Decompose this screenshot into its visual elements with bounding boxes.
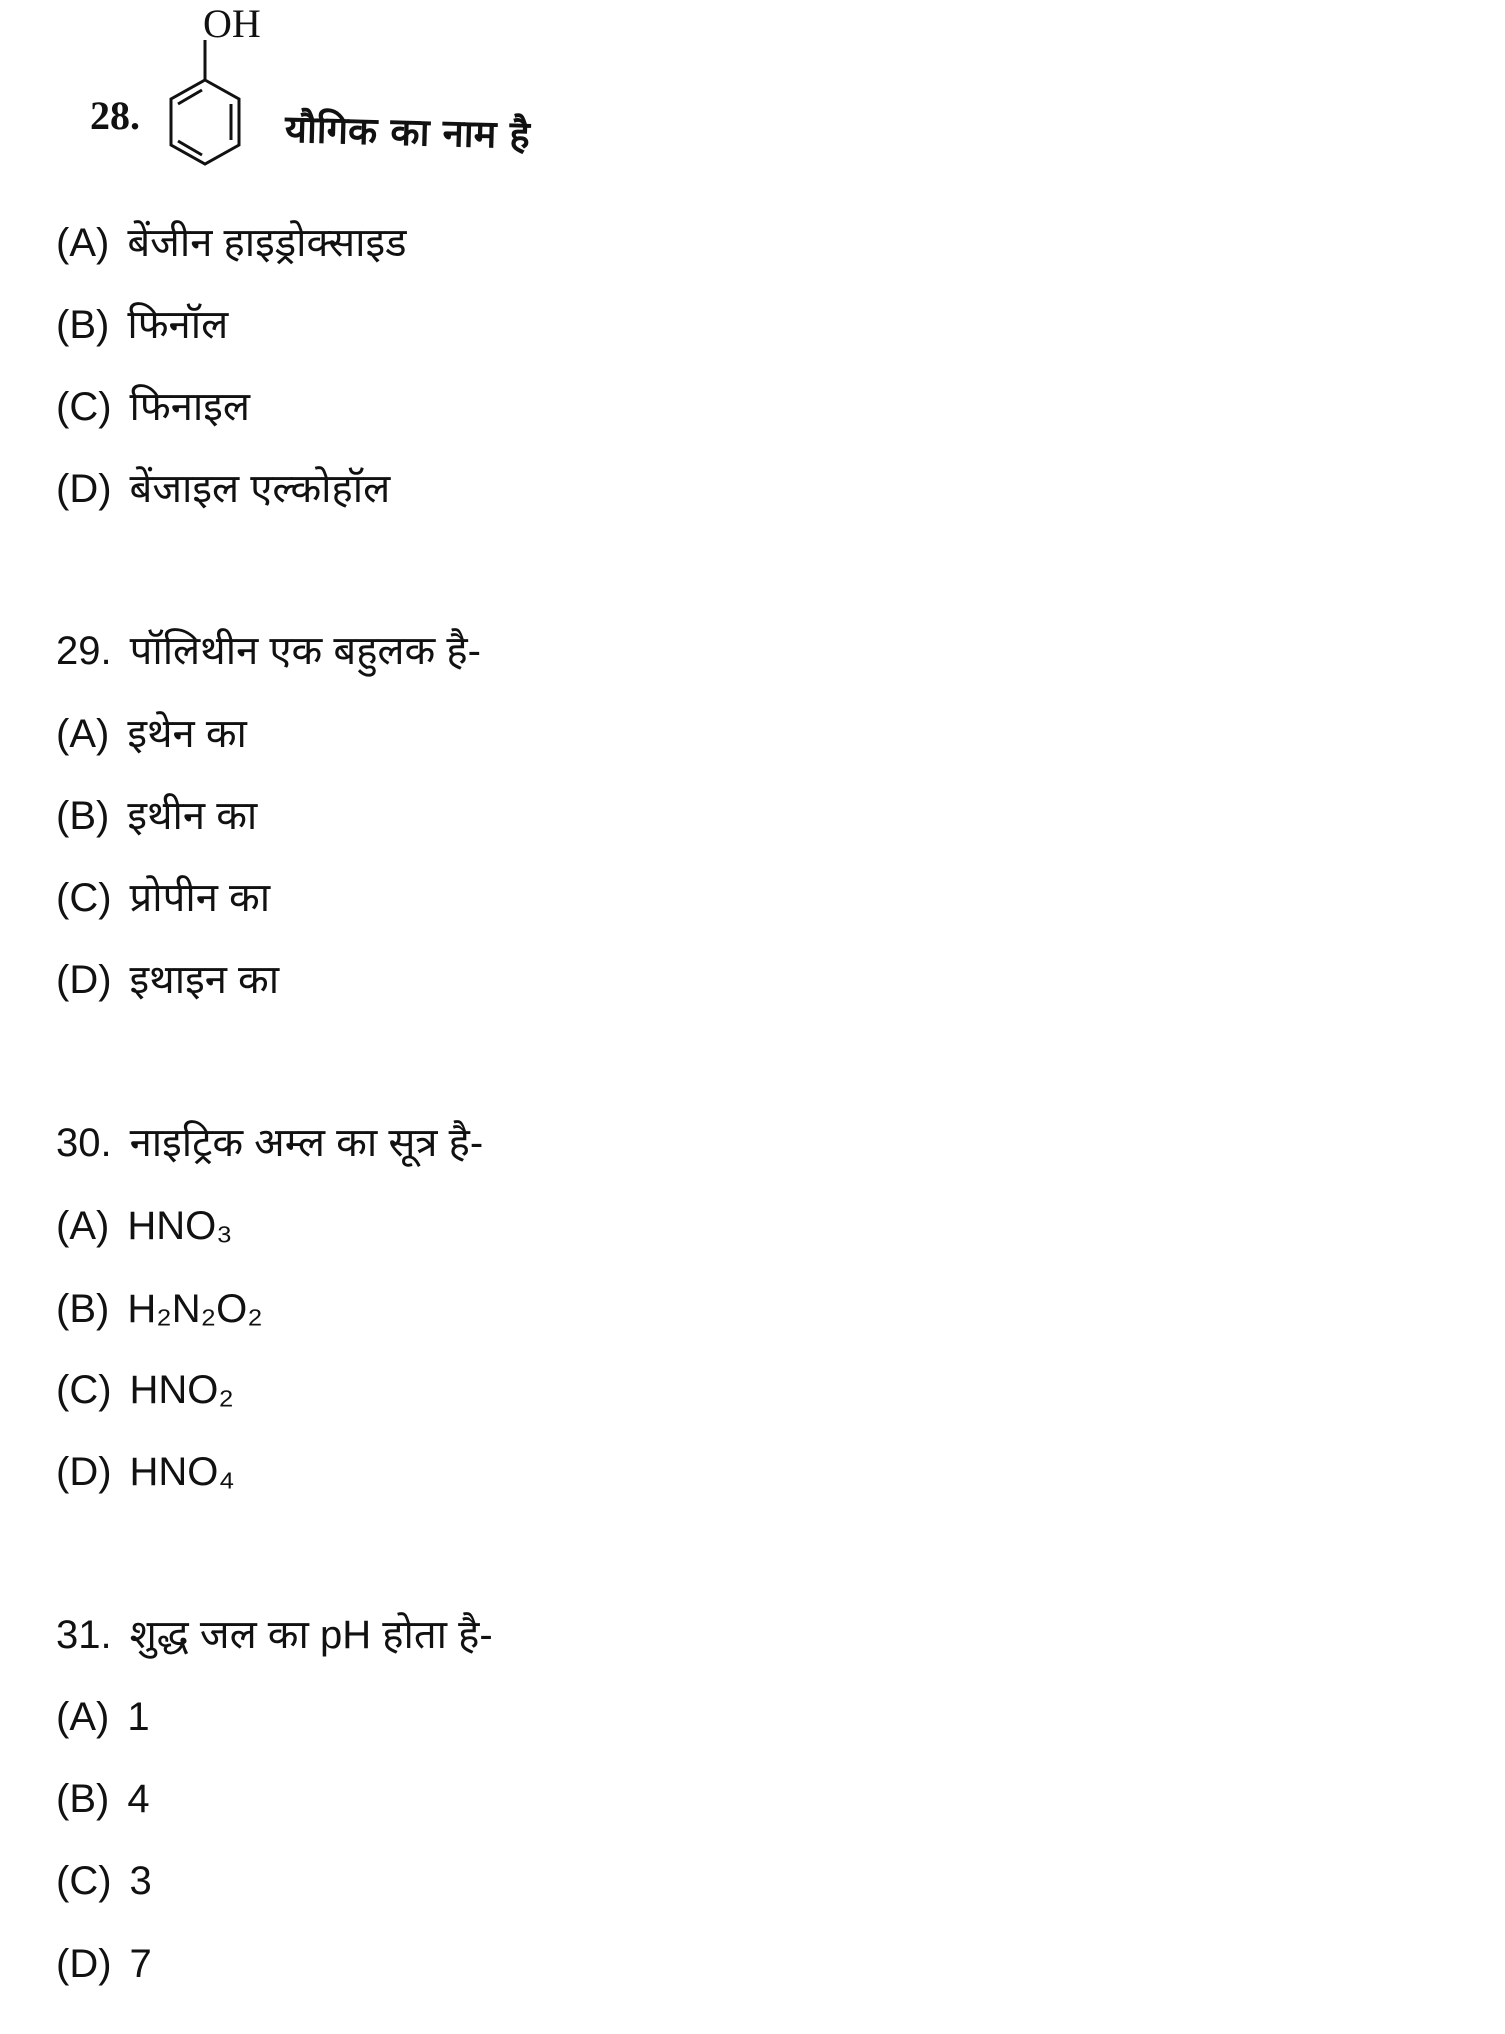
option-text: HNO₂ [129,1368,234,1412]
option-text: बेंजीन हाइड्रोक्साइड [127,221,407,265]
option-label: (D) [56,958,112,1002]
option-label: (D) [56,467,112,511]
option-c [56,382,250,432]
question-number: 30. [56,1121,112,1165]
option-text: फिनाइल [129,385,251,429]
option-label: (A) [56,712,110,756]
question-number: 28. [90,93,140,138]
option-text: 3 [129,1859,152,1903]
question-30-heading [56,1118,483,1168]
benzene-ring-icon [166,38,246,168]
option-text: HNO₄ [129,1450,235,1494]
option-text: H₂N₂O₂ [127,1287,263,1331]
option-label: (B) [56,1287,110,1331]
option-label: (C) [56,876,112,920]
option-b [56,1774,150,1824]
option-text: 4 [127,1777,150,1821]
option-text: प्रोपीन का [129,876,271,920]
option-a [56,1201,233,1251]
question-31-heading [56,1610,493,1660]
option-label: (B) [56,1777,110,1821]
option-b [56,300,228,350]
option-text: 1 [127,1695,150,1739]
option-b [56,791,257,841]
option-label: (C) [56,1368,112,1412]
option-c [56,1365,234,1415]
option-a [56,709,247,759]
option-label: (A) [56,221,110,265]
option-label: (B) [56,303,110,347]
question-text: यौगिक का नाम है [284,106,531,158]
option-b [56,1284,263,1334]
option-a [56,1692,150,1742]
option-c [56,1856,152,1906]
option-text: इथीन का [127,794,258,838]
option-label: (C) [56,385,112,429]
hydroxyl-label: OH [203,1,261,46]
option-d [56,1447,235,1497]
option-text: फिनॉल [127,303,229,347]
option-label: (A) [56,1695,110,1739]
option-text: इथाइन का [129,958,280,1002]
option-text: HNO₃ [127,1204,233,1248]
question-text: पॉलिथीन एक बहुलक है- [129,629,481,673]
option-label: (D) [56,1450,112,1494]
question-text: नाइट्रिक अम्ल का सूत्र है- [129,1121,484,1165]
question-number: 31. [56,1613,112,1657]
option-c [56,873,270,923]
option-label: (C) [56,1859,112,1903]
option-label: (B) [56,794,110,838]
option-text: 7 [129,1942,152,1986]
option-d [56,955,279,1005]
option-label: (A) [56,1204,110,1248]
option-text: बेंजाइल एल्कोहॉल [129,467,391,511]
option-label: (D) [56,1942,112,1986]
option-text: इथेन का [127,712,247,756]
question-number: 29. [56,629,112,673]
option-d [56,464,390,514]
option-a [56,218,407,268]
question-text: शुद्ध जल का pH होता है- [129,1613,493,1657]
option-d [56,1939,152,1989]
question-29-heading [56,626,481,676]
